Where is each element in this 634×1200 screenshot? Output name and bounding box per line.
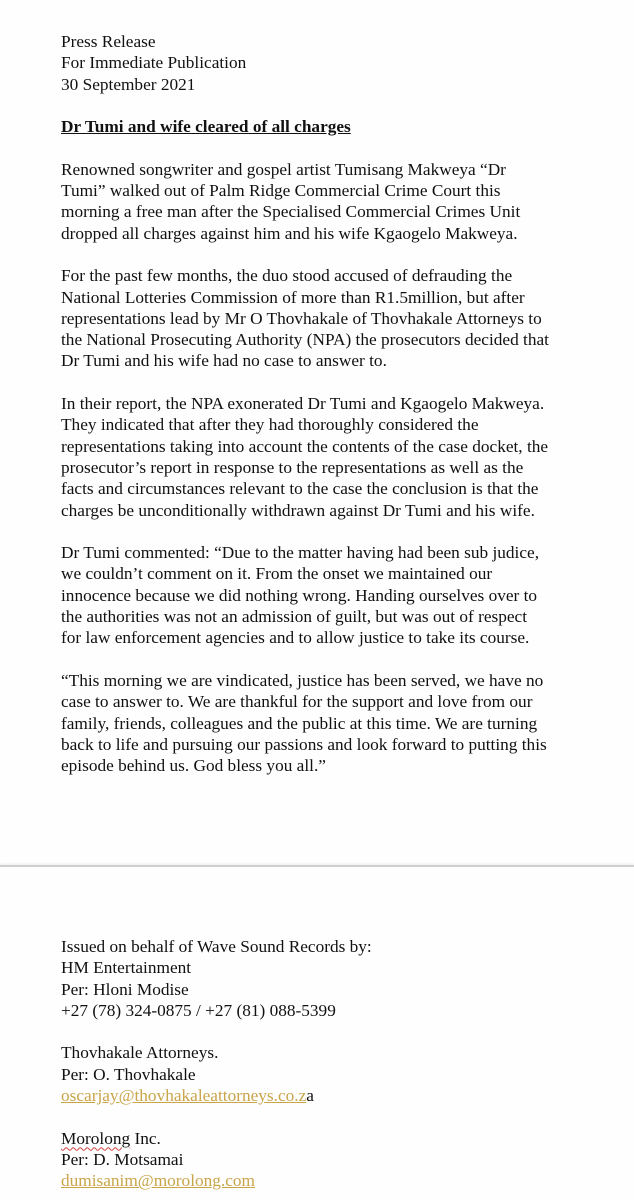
paragraph-line: episode behind us. God bless you all.”: [61, 756, 326, 776]
hm-phone: +27 (78) 324-0875 / +27 (81) 088-5399: [61, 1000, 336, 1020]
paragraph-line: National Lotteries Commission of more than R1.5million, but after: [61, 287, 525, 307]
paragraph-line: prosecutor’s report in response to the representations as well as the: [61, 457, 524, 477]
paragraph-line: we couldn’t comment on it. From the onset we maintained our: [61, 564, 493, 584]
morolong-suffix: Inc.: [130, 1128, 161, 1148]
release-date: 30 September 2021: [61, 74, 196, 94]
attorneys-email-tail: a: [306, 1086, 314, 1106]
paragraphs: [61, 159, 549, 777]
morolong-email-link[interactable]: dumisanim@morolong.com: [61, 1171, 255, 1191]
paragraph-line: the authorities was not an admission of guilt, but was out of respect: [61, 607, 528, 627]
paragraph-line: Dr Tumi commented: “Due to the matter having had been sub judice,: [61, 543, 540, 563]
release-note: For Immediate Publication: [61, 53, 247, 73]
contacts-block: [61, 936, 372, 1192]
paragraph-line: representations lead by Mr O Thovhakale of Thovhakale Attorneys to: [61, 308, 542, 328]
paragraph: [61, 159, 549, 244]
paragraph-line: facts and circumstances relevant to the case the conclusion is that the: [61, 479, 539, 499]
paragraph-line: Renowned songwriter and gospel artist Tumisang Makweya “Dr: [61, 159, 506, 179]
paragraph-line: For the past few months, the duo stood accused of defrauding the: [61, 266, 513, 286]
attorneys-name: Thovhakale Attorneys.: [61, 1043, 219, 1063]
paragraph-line: morning a free man after the Specialised Commercial Crimes Unit: [61, 202, 521, 222]
issued-by: Issued on behalf of Wave Sound Records by:: [61, 937, 372, 956]
paragraph-line: for law enforcement agencies and to allow justice to take its course.: [61, 628, 530, 648]
paragraph: [61, 393, 549, 521]
paragraph-line: “This morning we are vindicated, justice has been served, we have no: [61, 670, 544, 690]
page-break-divider: [0, 865, 634, 867]
press-release-body: [61, 31, 549, 776]
paragraph: [61, 670, 549, 776]
paragraph-line: representations taking into account the contents of the case docket, the: [61, 436, 549, 456]
paragraph-line: family, friends, colleagues and the public at this time. We are turning: [61, 713, 538, 733]
paragraph-line: charges be unconditionally withdrawn against Dr Tumi and his wife.: [61, 500, 535, 520]
attorneys-email-link[interactable]: oscarjay@thovhakaleattorneys.co.z: [61, 1086, 307, 1106]
paragraph-line: case to answer to. We are thankful for the support and love from our: [61, 692, 533, 712]
paragraph-line: Tumi” walked out of Palm Ridge Commercial Crime Court this: [61, 181, 501, 201]
paragraph-line: Dr Tumi and his wife had no case to answer to.: [61, 351, 387, 371]
paragraph: [61, 542, 549, 648]
paragraph-line: They indicated that after they had thoroughly considered the: [61, 415, 479, 435]
hm-name: HM Entertainment: [61, 958, 192, 978]
morolong-name: Morolong: [61, 1128, 131, 1148]
paragraph-line: innocence because we did nothing wrong. Handing ourselves over to: [61, 585, 538, 605]
paragraph: [61, 265, 549, 371]
headline: Dr Tumi and wife cleared of all charges: [61, 117, 351, 137]
paragraph-line: the National Prosecuting Authority (NPA) the prosecutors decided that: [61, 330, 549, 350]
doc-type: Press Release: [61, 32, 156, 51]
morolong-per: Per: D. Motsamai: [61, 1149, 184, 1169]
attorneys-per: Per: O. Thovhakale: [61, 1064, 196, 1084]
paragraph-line: back to life and pursuing our passions and look forward to putting this: [61, 734, 547, 754]
paragraph-line: dropped all charges against him and his wife Kgaogelo Makweya.: [61, 223, 518, 243]
paragraph-line: In their report, the NPA exonerated Dr Tumi and Kgaogelo Makweya.: [61, 394, 545, 414]
hm-per: Per: Hloni Modise: [61, 979, 189, 999]
